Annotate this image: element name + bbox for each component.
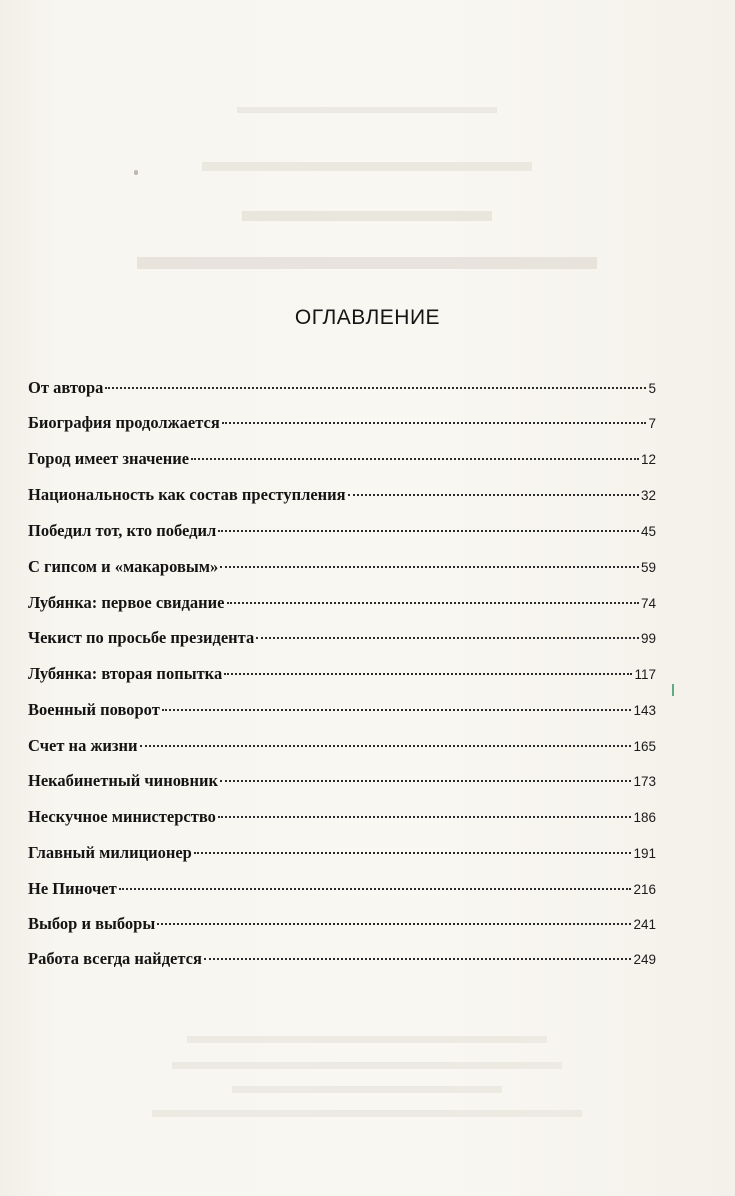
toc-entry-page: 12 xyxy=(640,452,656,467)
dot-leader xyxy=(218,816,632,818)
toc-entry-page: 74 xyxy=(640,596,656,611)
toc-entry-page: 99 xyxy=(640,631,656,646)
toc-entry[interactable] xyxy=(28,378,656,402)
toc-entry-page: 191 xyxy=(633,846,656,861)
toc-entry-page: 59 xyxy=(640,560,656,575)
toc-entry-title: Город имеет значение xyxy=(28,449,190,468)
toc-entry-page: 7 xyxy=(648,416,656,431)
dot-leader xyxy=(348,494,639,496)
dot-leader xyxy=(204,958,632,960)
toc-entry-title: Некабинетный чиновник xyxy=(28,771,218,790)
toc-entry-title: Чекист по просьбе президента xyxy=(28,628,255,647)
dot-leader xyxy=(157,923,631,925)
dot-leader xyxy=(227,602,639,604)
dot-leader xyxy=(140,745,632,747)
toc-entry-title: Работа всегда найдется xyxy=(28,949,202,968)
ink-mark xyxy=(672,684,674,696)
toc-entry[interactable] xyxy=(28,664,656,688)
toc-entry[interactable] xyxy=(28,449,656,473)
toc-entry-title: Лубянка: вторая попытка xyxy=(28,664,223,683)
dot-leader xyxy=(220,780,632,782)
toc-entry-page: 32 xyxy=(640,488,656,503)
dot-leader xyxy=(105,387,646,389)
dot-leader xyxy=(256,637,639,639)
toc-entry-page: 173 xyxy=(633,774,656,789)
toc-entry-page: 45 xyxy=(640,524,656,539)
toc-entry-page: 241 xyxy=(633,917,656,932)
toc-entry[interactable] xyxy=(28,521,656,545)
toc-entry-title: Нескучное министерство xyxy=(28,807,216,826)
toc-entry-title: Лубянка: первое свидание xyxy=(28,593,225,612)
toc-entry-page: 165 xyxy=(633,739,656,754)
toc-entry[interactable] xyxy=(28,736,656,760)
toc-entry[interactable] xyxy=(28,700,656,724)
toc-entry-title: Выбор и выборы xyxy=(28,914,156,933)
toc-heading: ОГЛАВЛЕНИЕ xyxy=(294,306,441,329)
toc-entry-title: С гипсом и «макаровым» xyxy=(28,557,219,576)
toc-entry-title: Военный поворот xyxy=(28,700,160,719)
toc-entry-title: Не Пиночет xyxy=(28,879,117,898)
paper-speck xyxy=(134,170,138,175)
toc-entry[interactable] xyxy=(28,843,656,867)
toc-entry-title: Главный милиционер xyxy=(28,843,192,862)
toc-entry[interactable] xyxy=(28,413,656,437)
dot-leader xyxy=(162,709,632,711)
toc-entry[interactable] xyxy=(28,593,656,617)
dot-leader xyxy=(224,673,632,675)
toc-entry-title: Национальность как состав преступления xyxy=(28,485,346,504)
toc-entry-page: 186 xyxy=(633,810,656,825)
toc-entry[interactable] xyxy=(28,771,656,795)
toc-entry-title: Биография продолжается xyxy=(28,413,220,432)
dot-leader xyxy=(218,530,639,532)
toc-entry[interactable] xyxy=(28,485,656,509)
toc-entry-title: Счет на жизни xyxy=(28,736,138,755)
toc-entry-page: 5 xyxy=(648,381,656,396)
dot-leader xyxy=(119,888,632,890)
dot-leader xyxy=(222,422,647,424)
dot-leader xyxy=(220,566,639,568)
toc-entry[interactable] xyxy=(28,914,656,938)
toc-entry[interactable] xyxy=(28,879,656,903)
toc-entry[interactable] xyxy=(28,949,656,973)
toc-entry-title: От автора xyxy=(28,378,104,397)
toc-entry[interactable] xyxy=(28,628,656,652)
toc-entry-page: 117 xyxy=(634,667,656,682)
toc-entry-page: 249 xyxy=(633,952,656,967)
toc-entry-page: 143 xyxy=(633,703,656,718)
toc-entry-page: 216 xyxy=(633,882,656,897)
dot-leader xyxy=(191,458,639,460)
dot-leader xyxy=(194,852,632,854)
toc-entry-title: Победил тот, кто победил xyxy=(28,521,217,540)
toc-entry[interactable] xyxy=(28,807,656,831)
toc-entry[interactable] xyxy=(28,557,656,581)
